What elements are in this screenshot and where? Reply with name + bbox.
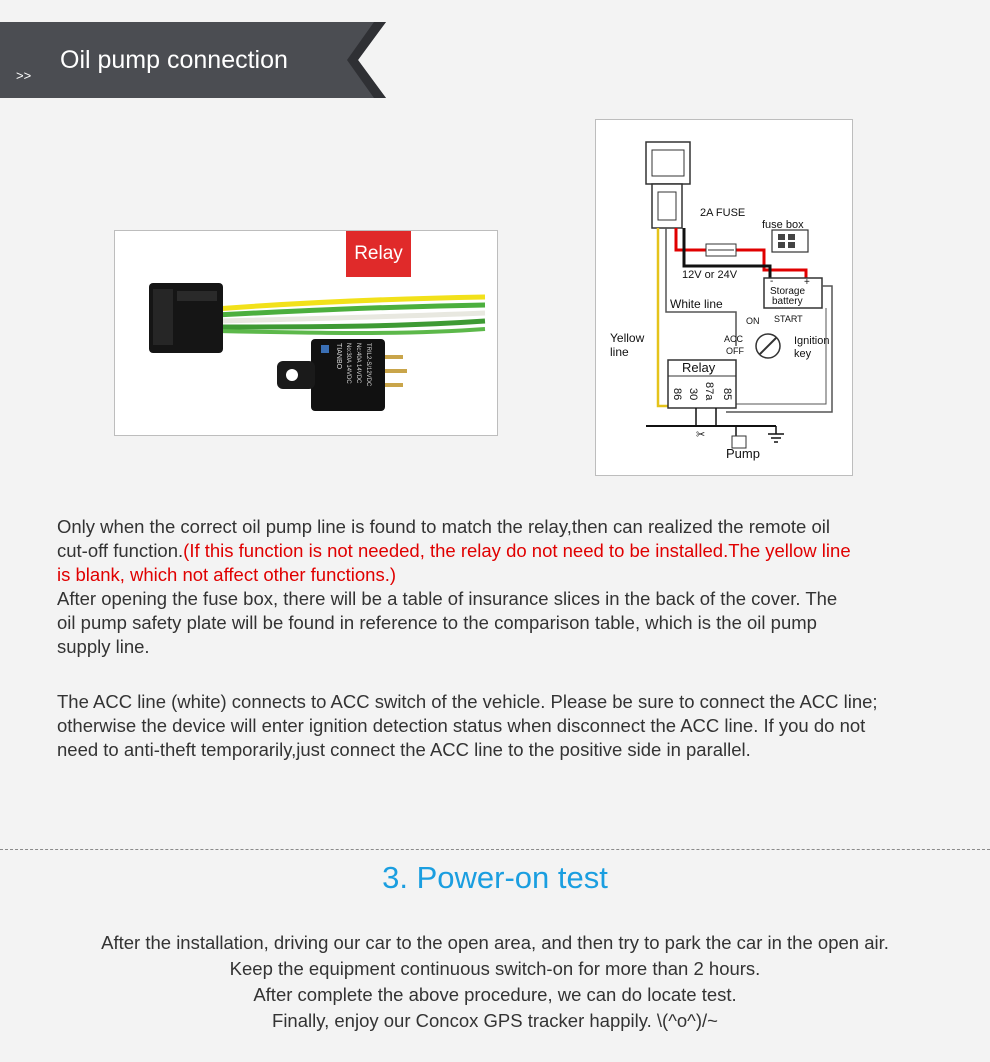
- off-label: OFF: [726, 346, 744, 356]
- relay-illustration: [115, 231, 497, 435]
- battery-label-1: Storage: [770, 286, 806, 297]
- ignition-label-1: Ignition: [794, 335, 830, 347]
- wiring-diagram-svg: [596, 120, 852, 475]
- paragraph1-line4: After opening the fuse box, there will be a table of insurance slices in the back of the cover. The: [57, 588, 838, 609]
- banner-arrows: >>: [16, 68, 32, 83]
- paragraph1-line5: oil pump safety plate will be found in reference to the comparison table, which is the oil pump: [57, 612, 817, 633]
- relay-print-line-4: TRIL2-S/12VDC: [365, 343, 371, 387]
- paragraph2-line2: otherwise the device will enter ignition detection status when disconnect the ACC line. If you do not: [57, 715, 866, 736]
- relay-label: Relay: [682, 360, 716, 375]
- oil-pump-paragraph: [57, 515, 957, 659]
- paragraph1-line2-black: cut-off function.: [57, 540, 184, 561]
- relay-print-line-3: Nc:40A 14VDC: [355, 343, 361, 384]
- acc-paragraph: [57, 690, 957, 762]
- power-on-test-title: 3. Power-on test: [382, 860, 608, 895]
- relay-pin-85: 85: [721, 388, 733, 401]
- paragraph2-line1: The ACC line (white) connects to ACC switch of the vehicle. Please be sure to connect the ACC line;: [57, 691, 878, 712]
- relay-pin-30: 30: [687, 388, 699, 401]
- yellow-line-label-2: line: [610, 345, 629, 359]
- power-on-line-1: After the installation, driving our car to the open area, and then try to park the car in the open air.: [101, 932, 889, 953]
- section-banner: [0, 22, 386, 98]
- paragraph2-line3: need to anti-theft temporarily,just connect the ACC line to the positive side in parallel.: [57, 739, 751, 760]
- paragraph1-line1: Only when the correct oil pump line is found to match the relay,then can realized the remote oil: [57, 516, 830, 537]
- relay-pin-87a: 87a: [703, 382, 715, 401]
- banner-title: Oil pump connection: [60, 46, 288, 74]
- wiring-diagram: [595, 119, 853, 476]
- scissors-icon: ✂: [696, 429, 706, 441]
- fuse-label: 2A FUSE: [700, 207, 746, 219]
- relay-pin-86: 86: [671, 388, 683, 401]
- relay-print-line-2: No:30A 14VDC: [345, 343, 351, 384]
- fuse-box-label: fuse box: [762, 219, 804, 231]
- pump-label: Pump: [726, 446, 760, 461]
- battery-plus: +: [804, 277, 810, 288]
- battery-label-2: battery: [772, 296, 803, 307]
- white-line-label: White line: [670, 297, 723, 311]
- power-on-test-text: [0, 930, 990, 1034]
- relay-photo: [114, 230, 498, 436]
- paragraph1-line2-red: (If this function is not needed, the relay do not need to be installed.The yellow line: [183, 540, 851, 561]
- power-on-line-2: Keep the equipment continuous switch-on for more than 2 hours.: [229, 958, 761, 979]
- acc-label: ACC: [724, 334, 744, 344]
- power-on-line-4: Finally, enjoy our Concox GPS tracker happily. \(^o^)/~: [272, 1010, 718, 1031]
- relay-print-line-1: TIANBO: [335, 343, 342, 370]
- start-label: START: [774, 314, 803, 324]
- power-on-line-3: After complete the above procedure, we can do locate test.: [253, 984, 737, 1005]
- relay-tag: Relay: [346, 231, 411, 277]
- ignition-label-2: key: [794, 348, 812, 360]
- voltage-label: 12V or 24V: [682, 269, 738, 281]
- paragraph1-line6: supply line.: [57, 636, 150, 657]
- paragraph1-line3-red: is blank, which not affect other functions.): [57, 564, 397, 585]
- paragraph1-line2: [57, 539, 957, 563]
- section-divider: [0, 849, 990, 850]
- on-label: ON: [746, 316, 760, 326]
- yellow-line-label-1: Yellow: [610, 331, 645, 345]
- battery-minus: -: [770, 276, 774, 287]
